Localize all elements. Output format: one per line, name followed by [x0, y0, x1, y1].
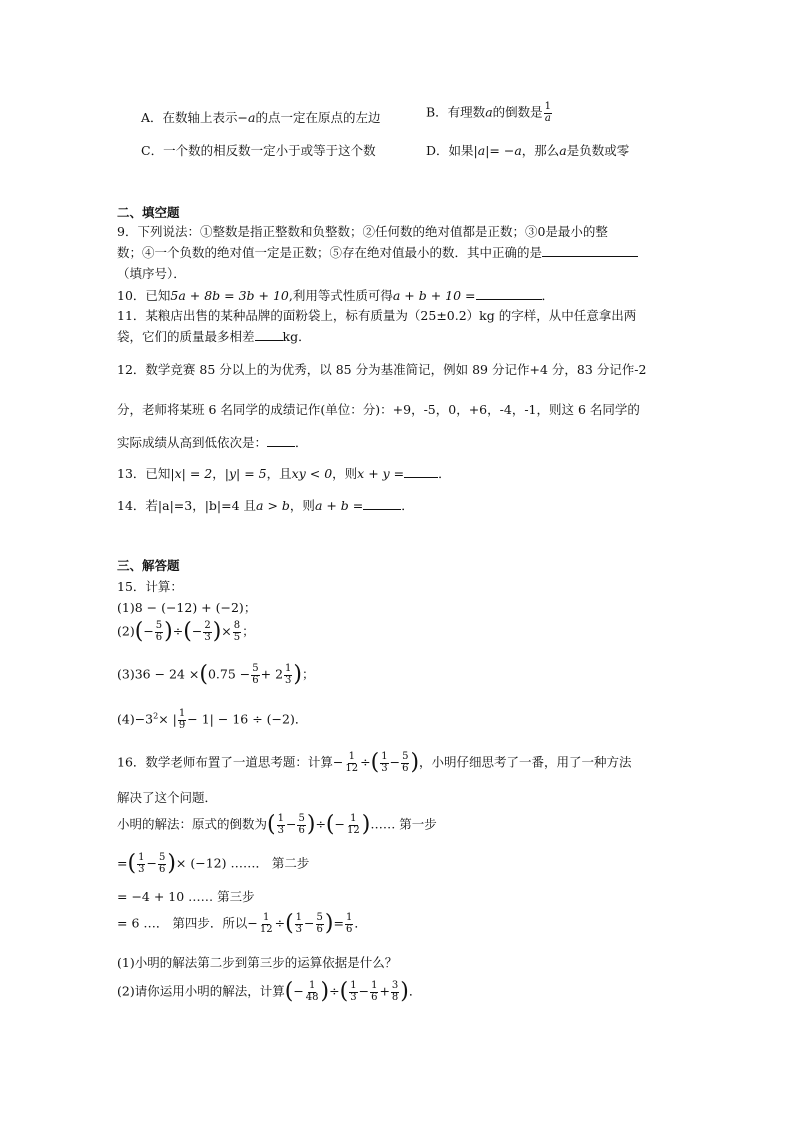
q15-3-inner: 0.75 −	[207, 666, 251, 682]
paren: )	[324, 911, 334, 936]
end: ；	[242, 623, 255, 639]
q12-line3	[117, 433, 308, 451]
q11-line2	[117, 327, 311, 345]
q14	[117, 496, 414, 514]
fraction-8-5: $\frac{8}{5}$	[233, 620, 241, 643]
paren: )	[361, 812, 371, 837]
fraction-5-6: $\frac{5}{6}$	[158, 852, 166, 875]
q13-text: 13．已知	[117, 466, 171, 481]
option-b-fraction: $\frac{1}{a}$	[544, 101, 552, 124]
exponent: 2	[153, 711, 159, 721]
q16-step2	[117, 853, 309, 875]
paren: (	[267, 812, 276, 837]
q15-part2	[117, 621, 255, 643]
paren: (	[199, 662, 208, 687]
fraction-1-9: $\frac{1}{9}$	[178, 708, 186, 731]
fraction-1-3: $\frac{1}{3}$	[138, 852, 145, 875]
q14-end: ．	[401, 498, 414, 513]
q11-line1: 11．某粮店出售的某种品牌的面粉袋上，标有质量为（25±0.2）kg 的字样，从中任意拿出两	[117, 308, 637, 323]
fraction-1-12: $\frac{1}{12}$	[347, 813, 360, 836]
q9-line1: 9．下列说法：①整数是指正整数和负整数；②任何数的绝对值都是正数；③0是最小的整	[117, 224, 608, 239]
q12-text: 实际成绩从高到低依次是：	[117, 435, 268, 450]
end: ．	[354, 915, 367, 931]
paren: (	[325, 812, 335, 837]
paren: (	[284, 979, 294, 1004]
paren: )	[320, 979, 330, 1004]
q15-4-mid: × |	[158, 711, 177, 727]
fraction-1-3: $\frac{1}{3}$	[295, 912, 303, 935]
fraction-1-3: $\frac{1}{3}$	[350, 980, 357, 1003]
q13-expr4: x + y =	[357, 466, 405, 481]
option-c	[141, 141, 376, 159]
q15-part3	[117, 664, 315, 686]
q15-part1: (1)8 − (−12) + (−2)；	[117, 600, 257, 615]
q15-2-label: (2)	[117, 623, 135, 639]
minus: −	[191, 623, 203, 639]
section2-heading: 二、填空题	[117, 205, 180, 220]
eq: =	[333, 915, 344, 931]
paren: (	[370, 750, 380, 775]
option-d-tail2: 是负数或零	[566, 143, 630, 158]
minus: −	[293, 983, 304, 999]
q12-answer-blank[interactable]	[267, 434, 295, 447]
fraction-1-48: $\frac{1}{48}$	[305, 980, 319, 1003]
q10-text2: ,利用等式性质可得	[288, 288, 393, 303]
fraction-1-3: $\frac{1}{3}$	[381, 751, 388, 774]
paren: )	[164, 619, 173, 644]
option-a-tail: 的点一定在原点的左边	[255, 110, 381, 125]
q16-step4	[117, 913, 367, 935]
q12-end: ．	[295, 435, 308, 450]
eq: =	[117, 855, 128, 871]
q16-step1	[117, 814, 437, 836]
fraction-1-3: $\frac{1}{3}$	[277, 813, 284, 836]
q10-text: 10．已知	[117, 288, 171, 303]
option-b-var: a	[485, 104, 493, 120]
option-d-var: a	[559, 143, 567, 158]
q13-end: ．	[438, 466, 451, 481]
q16-step1-label: …… 第一步	[370, 816, 437, 832]
option-a-text: A．在数轴上表示	[141, 110, 238, 125]
minus: −	[389, 754, 401, 770]
q10-answer-blank[interactable]	[476, 287, 542, 300]
minus: −	[146, 855, 157, 871]
fraction-5-6: $\frac{5}{6}$	[402, 751, 409, 774]
q16-step2-text: × (−12) ……． 第二步	[175, 855, 310, 871]
fraction-3-8: $\frac{3}{8}$	[391, 980, 399, 1003]
fraction-1-6: $\frac{1}{6}$	[345, 912, 353, 935]
paren: )	[293, 662, 303, 687]
paren: (	[127, 851, 137, 876]
option-d	[426, 141, 629, 159]
paren: (	[285, 911, 294, 936]
q16-step1-text: 小明的解法：原式的倒数为	[117, 816, 268, 832]
q14-text2: ，则	[289, 498, 315, 513]
minus: −	[304, 915, 315, 931]
option-b-text: B．有理数	[426, 104, 486, 120]
q16-sub2-text: (2)请你运用小明的解法，计算	[117, 983, 285, 999]
paren: )	[306, 812, 316, 837]
fraction-5-6: $\frac{5}{6}$	[155, 620, 163, 643]
minus: −	[143, 623, 154, 639]
q10	[117, 286, 554, 304]
q15-4-label: (4)−3	[117, 711, 154, 727]
q16-text: 16．数学老师布置了一道思考题：计算	[117, 754, 333, 770]
q16-step3: = −4 + 10 …… 第三步	[117, 889, 255, 904]
q11-text: 袋，它们的质量最多相差	[117, 329, 255, 344]
div: ÷	[274, 915, 286, 931]
minus: −	[332, 754, 344, 770]
q14-text: 14．若|a|=3，|b|=4 且	[117, 498, 257, 513]
fraction-1-12: $\frac{1}{12}$	[259, 912, 273, 935]
q15-part4	[117, 709, 307, 731]
q12-line1: 12．数学竞赛 85 分以上的为优秀，以 85 分为基准简记，例如 89 分记作+4 分，83 分记作-2	[117, 362, 647, 377]
q10-end: ．	[541, 288, 555, 303]
div: ÷	[360, 754, 371, 770]
fraction-5-6: $\frac{5}{6}$	[298, 813, 305, 836]
option-a-var: −a	[237, 110, 256, 125]
q14-answer-blank[interactable]	[363, 497, 401, 510]
q13-text3: ，则	[332, 466, 358, 481]
fraction-1-3: $\frac{1}{3}$	[285, 663, 292, 686]
option-d-text: D．如果	[426, 143, 474, 158]
q9-line2	[117, 243, 638, 261]
end: ；	[302, 666, 315, 682]
fraction-1-6: $\frac{1}{6}$	[371, 980, 378, 1003]
fraction-1-12: $\frac{1}{12}$	[345, 751, 359, 774]
q15-4-tail: − 1| − 16 ÷ (−2)．	[187, 711, 308, 727]
q16-sub1: (1)小明的解法第二步到第三步的运算依据是什么？	[117, 955, 398, 970]
q16-text2: ，小明仔细思考了一番，用了一种方法	[419, 754, 632, 770]
minus: −	[247, 915, 258, 931]
minus: −	[334, 816, 345, 832]
paren: (	[134, 619, 144, 644]
q16-sub2: (2)请你运用小明的解法，计算(− $\frac{1}{48}$ )÷( $\frac{1}{3}$ − $\frac{1}{6}$ + $\frac{3}{8}$ )．	[117, 979, 422, 1004]
option-c-text: C．一个数的相反数一定小于或等于这个数	[141, 143, 376, 158]
q13-text2: ，且	[266, 466, 292, 481]
minus: −	[358, 983, 370, 999]
section3-heading: 三、解答题	[117, 558, 180, 573]
q16-line1	[117, 752, 632, 774]
plus-two: + 2	[260, 666, 284, 682]
paren: (	[339, 979, 349, 1004]
div: ÷	[315, 816, 326, 832]
div: ÷	[329, 983, 340, 999]
q15-title: 15．计算：	[117, 579, 183, 594]
fraction-2-3: $\frac{2}{3}$	[204, 620, 211, 643]
q16-line2: 解决了这个问题．	[117, 790, 218, 805]
q9-answer-blank[interactable]	[542, 244, 638, 257]
fraction-5-6: $\frac{5}{6}$	[252, 663, 259, 686]
q13-answer-blank[interactable]	[404, 465, 438, 478]
paren: )	[167, 851, 176, 876]
q12-line2: 分，老师将某班 6 名同学的成绩记作(单位：分)：+9，-5，0，+6，-4，-1，则这 6 名同学的	[117, 402, 640, 417]
paren: )	[212, 619, 222, 644]
q16-step4-text: = 6 …． 第四步．所以	[117, 915, 248, 931]
q10-expr2: a + b + 10 =	[392, 288, 476, 303]
q15-3-label: (3)36 − 24 ×	[117, 666, 200, 682]
mul: ×	[221, 623, 232, 639]
q9-line3: （填序号）．	[117, 266, 186, 281]
q13-expr3: xy < 0	[291, 466, 333, 481]
paren: (	[183, 619, 192, 644]
fraction-5-6: $\frac{5}{6}$	[316, 912, 323, 935]
paren: )	[400, 979, 409, 1004]
q10-expr: 5a + 8b = 3b + 10	[170, 288, 289, 303]
q13-expr1: |x| = 2	[170, 466, 213, 481]
q14-expr1: a > b	[256, 498, 290, 513]
q13-expr2: |y| = 5	[224, 466, 267, 481]
q14-expr2: a + b =	[314, 498, 364, 513]
div: ÷	[172, 623, 184, 639]
paren: )	[410, 750, 420, 775]
option-b	[426, 102, 553, 124]
q9-line2-text: 数；④一个负数的绝对值一定是正数；⑤存在绝对值最小的数．其中正确的是	[117, 245, 543, 260]
option-d-expr: |a|= −a	[473, 143, 522, 158]
option-a	[141, 108, 380, 126]
q11-answer-blank[interactable]	[255, 328, 283, 341]
q13: 13．已知|x| = 2，|y| = 5，且xy < 0，则x + y = ．	[117, 466, 451, 481]
end: ．	[408, 983, 422, 999]
option-d-tail: ，那么	[521, 143, 560, 158]
q11-unit: kg．	[282, 329, 311, 344]
option-b-tail: 的倒数是	[492, 104, 543, 120]
minus: −	[285, 816, 297, 832]
